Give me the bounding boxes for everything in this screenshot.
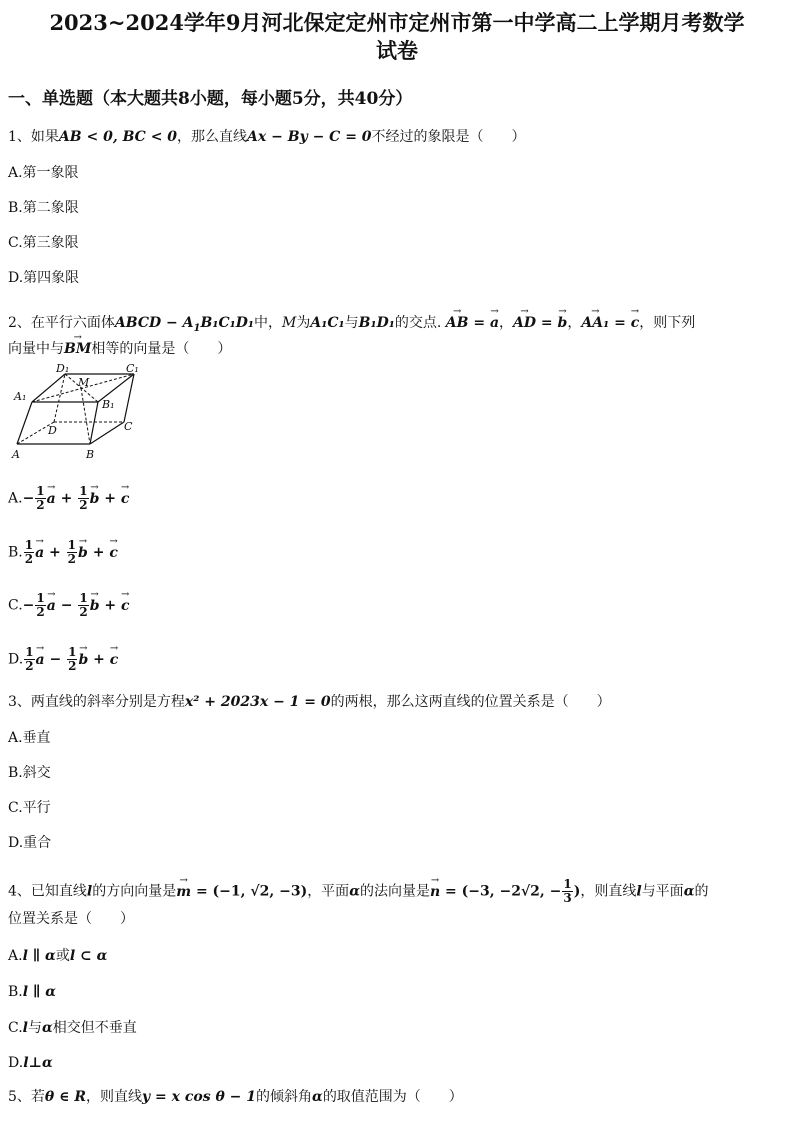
- q4-stem-line-1: 4、已知直线l的方向向量是→ m = (−1, √2, −3)，平面α的法向量是→ n = (−3, −2√2, − $\frac{1}{3}$ )，则直线l与平面α的: [8, 878, 708, 905]
- vertex-label-c1: C₁: [126, 362, 139, 375]
- q2-solid-name: ABCD − $A_1B_1C_1D_1$: [114, 315, 254, 334]
- q2-stem-line-1: 2、在平行六面体ABCD − $A_1B_1C_1D_1$中，M为A₁C₁与B₁D₁的交点. → AB = → a，→ AD = → b，→ AA₁ = → c，则下列: [8, 313, 695, 339]
- q4-option-d[interactable]: D.l⊥α: [8, 1055, 53, 1071]
- q5-stem: 5、若θ ∈ R，则直线y = x cos θ − 1的倾斜角α的取值范围为（ ）: [8, 1089, 463, 1105]
- vertex-label-b1: B₁: [102, 398, 115, 411]
- q3-stem: 3、两直线的斜率分别是方程x² + 2023x − 1 = 0的两根，那么这两直线的位置关系是（ ）: [8, 694, 611, 710]
- vector-n: → n: [430, 882, 440, 902]
- q1-stem: 1、如果AB < 0, BC < 0，那么直线Ax − By − C = 0不经过的象限是（ ）: [8, 129, 526, 145]
- q1-option-c[interactable]: C.第三象限: [8, 235, 79, 251]
- vector-m: → m: [176, 882, 191, 902]
- q2-stem-line-2: 向量中与→ BM相等的向量是（ ）: [8, 339, 231, 359]
- exam-title-line-2: 试卷: [376, 38, 418, 63]
- q4-option-c[interactable]: C.l与α相交但不垂直: [8, 1020, 137, 1036]
- vertex-label-d1: D₁: [56, 362, 70, 375]
- vector-ad: → AD: [513, 313, 536, 333]
- q3-equation: x² + 2023x − 1 = 0: [184, 694, 331, 710]
- vertex-label-b: B: [86, 448, 95, 461]
- q1-option-a[interactable]: A.第一象限: [8, 165, 79, 181]
- q4-option-b[interactable]: B.l ∥ α: [8, 984, 56, 1000]
- q4-option-a[interactable]: A.l ∥ α或l ⊂ α: [8, 948, 108, 964]
- q3-option-a[interactable]: A.垂直: [8, 730, 51, 746]
- vector-aa1: → AA₁: [581, 313, 609, 333]
- q2-option-c[interactable]: C.− $\frac{1}{2}$ → a − $\frac{1}{2}$ → b + → c: [8, 592, 130, 619]
- point-label-m: M: [78, 376, 90, 389]
- q1-line-equation: Ax − By − C = 0: [247, 129, 372, 145]
- exam-title-line-1: 2023~2024学年9月河北保定定州市定州市第一中学高二上学期月考数学: [49, 10, 745, 35]
- q2-option-d[interactable]: D. $\frac{1}{2}$ → a − $\frac{1}{2}$ → b + → c: [8, 646, 118, 673]
- parallelepiped-figure: [10, 362, 140, 462]
- q2-option-a[interactable]: A.− $\frac{1}{2}$ → a + $\frac{1}{2}$ → b + → c: [8, 485, 129, 512]
- q4-stem-line-2: 位置关系是（ ）: [8, 911, 134, 927]
- q3-option-b[interactable]: B.斜交: [8, 765, 51, 781]
- q3-option-c[interactable]: C.平行: [8, 800, 51, 816]
- q5-line-equation: y = x cos θ − 1: [142, 1089, 257, 1105]
- q1-option-b[interactable]: B.第二象限: [8, 200, 79, 216]
- vertex-label-a1: A₁: [14, 390, 27, 403]
- vector-ab: → AB: [446, 313, 469, 333]
- vertex-label-a: A: [12, 448, 20, 461]
- q1-condition: AB < 0, BC < 0: [58, 129, 178, 145]
- vertex-label-c: C: [124, 420, 133, 433]
- q2-option-b[interactable]: B. $\frac{1}{2}$ → a + $\frac{1}{2}$ → b + → c: [8, 539, 118, 566]
- q3-option-d[interactable]: D.重合: [8, 835, 52, 851]
- section-heading: 一、单选题（本大题共8小题，每小题5分，共40分）: [8, 89, 413, 109]
- vertex-label-d: D: [48, 424, 57, 437]
- q1-option-d[interactable]: D.第四象限: [8, 270, 80, 286]
- vector-bm: → BM: [64, 339, 91, 359]
